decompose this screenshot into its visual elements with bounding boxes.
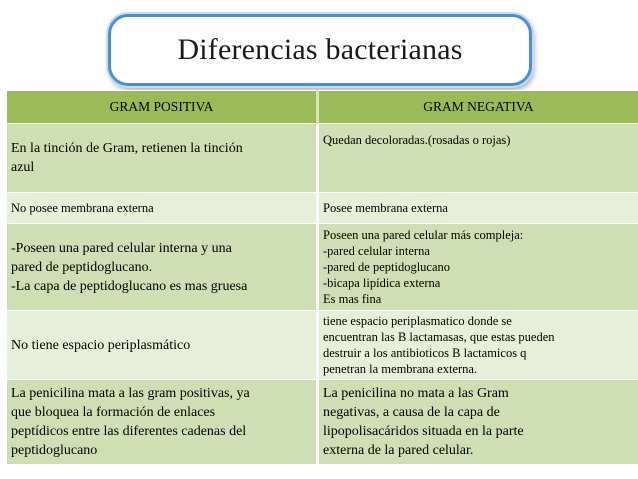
cell-line: -bicapa lipídica externa (323, 276, 441, 290)
cell-line: que bloquea la formación de enlaces (11, 405, 216, 420)
cell-positive (7, 380, 318, 465)
cell-line: penetran la membrana externa. (323, 362, 478, 376)
cell-line: pared de peptidoglucano. (11, 259, 153, 275)
cell-line: -pared de peptidoglucano (323, 260, 451, 274)
cell-line: Poseen una pared celular más compleja: (323, 228, 524, 242)
table-header-row (7, 91, 638, 124)
cell-negative (318, 124, 638, 193)
table-row (7, 380, 638, 465)
cell-positive (7, 124, 318, 193)
cell-positive (7, 224, 318, 311)
cell-negative (318, 311, 638, 380)
header-gram-negativa: GRAM NEGATIVA (318, 91, 638, 124)
cell-line: peptidoglucano (11, 443, 98, 458)
cell-line: Posee membrana externa (323, 201, 448, 215)
cell-line: azul (11, 160, 35, 175)
cell-line: La penicilina mata a las gram positivas, ya (11, 386, 250, 401)
table-row (7, 311, 638, 380)
cell-line: -La capa de peptidoglucano es mas gruesa (11, 278, 248, 294)
cell-line: En la tinción de Gram, retienen la tinción (11, 141, 243, 156)
cell-line: destruir a los antibioticos B lactamicos q (323, 346, 527, 360)
cell-line: Es mas fina (323, 292, 382, 306)
cell-line: -Poseen una pared celular interna y una (11, 240, 232, 256)
cell-line: negativas, a causa de la capa de (323, 405, 500, 420)
cell-line: lipopolisacáridos situada en la parte (323, 424, 524, 439)
table-row (7, 193, 638, 224)
cell-positive (7, 193, 318, 224)
cell-line: tiene espacio periplasmatico donde se (323, 314, 512, 328)
cell-line: externa de la pared celular. (323, 443, 474, 458)
cell-line: encuentran las B lactamasas, que estas pueden (323, 330, 555, 344)
header-gram-positiva: GRAM POSITIVA (7, 91, 318, 124)
cell-positive (7, 311, 318, 380)
title-box (108, 14, 532, 86)
table-row (7, 224, 638, 311)
cell-line: No tiene espacio periplasmático (11, 337, 191, 353)
cell-negative (318, 224, 638, 311)
cell-line: -pared celular interna (323, 244, 430, 258)
cell-line: No posee membrana externa (11, 201, 154, 215)
cell-line: peptídicos entre las diferentes cadenas del (11, 424, 247, 439)
cell-line: La penicilina no mata a las Gram (323, 386, 509, 401)
page-title: Diferencias bacterianas (177, 33, 463, 66)
comparison-table (6, 90, 638, 465)
cell-negative (318, 193, 638, 224)
cell-line: Quedan decoloradas.(rosadas o rojas) (323, 133, 511, 147)
cell-negative (318, 380, 638, 465)
table-row (7, 124, 638, 193)
